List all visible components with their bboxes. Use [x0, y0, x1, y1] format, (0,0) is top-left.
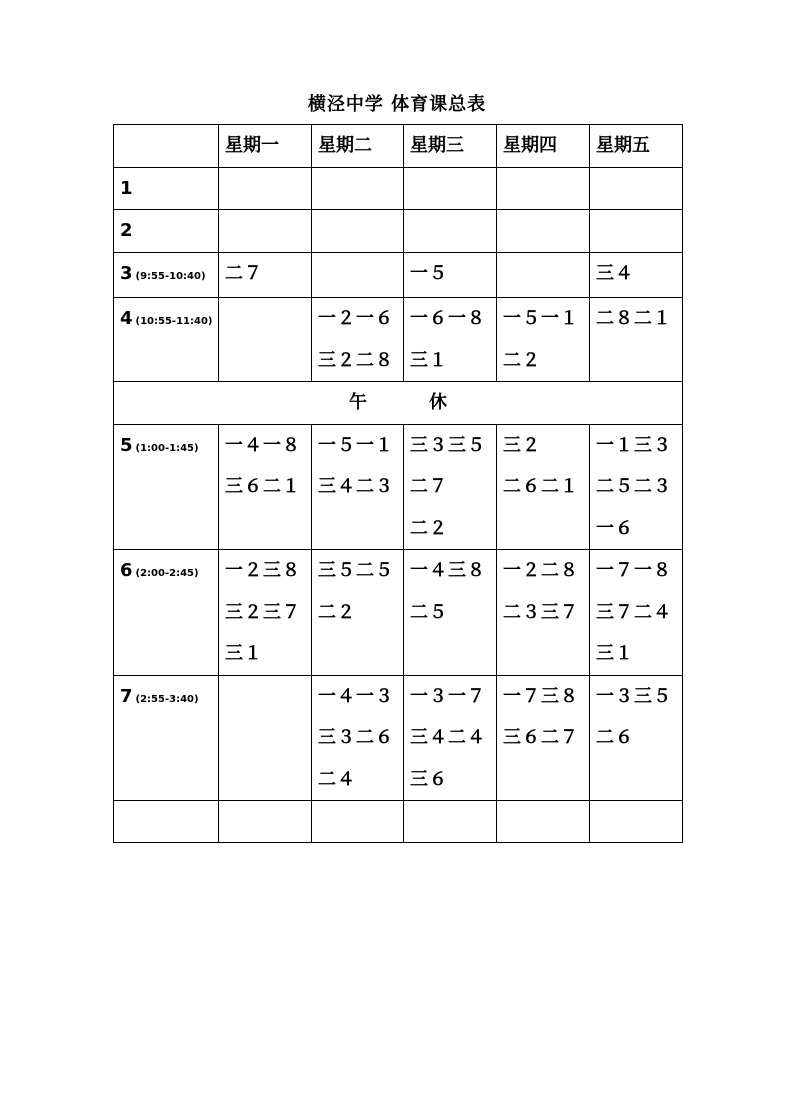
class-cell-wednesday: [404, 252, 497, 298]
class-cell-thursday: [497, 550, 590, 676]
schedule-table: [113, 124, 683, 843]
period-number: 5: [120, 434, 133, 456]
header-tuesday: 星期二: [312, 125, 404, 168]
class-cell-thursday: [497, 424, 590, 550]
noon-break-row: [114, 382, 683, 425]
class-cell-friday: [590, 298, 683, 382]
class-list-line: 二３三７: [503, 601, 579, 623]
header-monday: 星期一: [219, 125, 312, 168]
class-cell-tuesday: [312, 210, 404, 253]
class-cell-friday: [590, 675, 683, 801]
class-list-line: 三６二７: [503, 727, 579, 748]
class-cell-tuesday: [312, 298, 404, 382]
class-list-line: 三５二５: [318, 560, 394, 581]
class-cell-thursday: [497, 675, 590, 801]
period-time: (1:00-1:45): [135, 442, 199, 454]
table-row: [114, 801, 683, 843]
class-list-line: 三２: [503, 434, 541, 456]
period-label: [114, 550, 219, 676]
table-row: [114, 298, 683, 382]
class-cell-monday: [219, 167, 312, 210]
class-list-line: 二４: [318, 768, 356, 790]
class-cell-tuesday: [312, 801, 404, 843]
period-label: [114, 210, 219, 253]
class-cell-wednesday: [404, 298, 497, 382]
class-cell-monday: [219, 424, 312, 550]
class-list-line: 三７二４: [596, 601, 672, 623]
class-list-line: 三２三７: [225, 601, 301, 623]
class-list-line: 一７三８: [503, 685, 579, 707]
table-row: [114, 252, 683, 298]
class-cell-wednesday: [404, 801, 497, 843]
class-list-line: 一４三８: [410, 560, 486, 581]
period-number: 4: [120, 308, 133, 329]
class-cell-wednesday: [404, 675, 497, 801]
class-cell-wednesday: [404, 210, 497, 253]
class-cell-friday: [590, 424, 683, 550]
period-number: 6: [120, 560, 133, 581]
class-list-line: 二５二３: [596, 476, 672, 497]
class-cell-tuesday: [312, 167, 404, 210]
table-row: [114, 550, 683, 676]
noon-break-char: 休: [429, 392, 447, 413]
class-list-line: 二７: [225, 262, 263, 284]
period-time: (2:00-2:45): [135, 568, 199, 579]
class-cell-tuesday: [312, 424, 404, 550]
class-cell-friday: [590, 252, 683, 298]
noon-break-char: 午: [349, 392, 367, 413]
table-row: [114, 424, 683, 550]
class-cell-friday: [590, 801, 683, 843]
class-cell-tuesday: [312, 252, 404, 298]
class-list-line: 一４一８: [225, 434, 301, 456]
class-list-line: 一１三３: [596, 434, 672, 456]
period-number: 1: [120, 177, 133, 199]
period-label: [114, 675, 219, 801]
class-cell-thursday: [497, 167, 590, 210]
class-list-line: 二８二１: [596, 308, 672, 329]
class-list-line: 一６: [596, 517, 634, 539]
class-list-line: 一３三５: [596, 685, 672, 707]
class-list-line: 一３一７: [410, 685, 486, 707]
class-list-line: 一４一３: [318, 685, 394, 707]
class-list-line: 一７一８: [596, 560, 672, 581]
class-cell-monday: [219, 550, 312, 676]
class-cell-monday: [219, 298, 312, 382]
class-list-line: 一２三８: [225, 560, 301, 581]
class-list-line: 三３二６: [318, 727, 394, 748]
class-cell-monday: [219, 801, 312, 843]
class-list-line: 一５一１: [503, 308, 579, 329]
header-corner: [114, 125, 219, 168]
class-list-line: 一６一８: [410, 308, 486, 329]
class-cell-friday: [590, 550, 683, 676]
period-label: [114, 424, 219, 550]
class-cell-monday: [219, 252, 312, 298]
class-list-line: 二２: [503, 349, 541, 371]
class-list-line: 二２: [410, 517, 448, 539]
class-list-line: 一２一６: [318, 308, 394, 329]
class-list-line: 一５: [410, 262, 448, 284]
class-cell-wednesday: [404, 550, 497, 676]
header-wednesday: 星期三: [404, 125, 497, 168]
header-friday: 星期五: [590, 125, 683, 168]
class-list-line: 三４二３: [318, 476, 394, 497]
class-cell-tuesday: [312, 550, 404, 676]
header-thursday: 星期四: [497, 125, 590, 168]
table-row: [114, 210, 683, 253]
period-label: [114, 167, 219, 210]
noon-break-label: [114, 382, 683, 425]
class-list-line: 一５一１: [318, 434, 394, 456]
class-list-line: 二７: [410, 476, 448, 497]
period-label: [114, 801, 219, 843]
class-cell-wednesday: [404, 424, 497, 550]
class-list-line: 三１: [596, 643, 634, 664]
table-row: [114, 167, 683, 210]
class-cell-tuesday: [312, 675, 404, 801]
period-number: 2: [120, 220, 133, 241]
period-time: (9:55-10:40): [135, 270, 206, 282]
period-number: 7: [120, 685, 133, 707]
header-row: [114, 125, 683, 168]
class-list-line: 三６二１: [225, 476, 301, 497]
class-cell-monday: [219, 210, 312, 253]
period-time: (10:55-11:40): [135, 316, 213, 327]
class-list-line: 三１: [225, 643, 263, 664]
period-label: [114, 252, 219, 298]
class-list-line: 三２二８: [318, 349, 394, 371]
page-title: 横泾中学 体育课总表: [307, 94, 487, 115]
class-list-line: 三４: [596, 262, 634, 284]
class-cell-friday: [590, 210, 683, 253]
class-cell-monday: [219, 675, 312, 801]
class-list-line: 三６: [410, 768, 448, 790]
class-cell-wednesday: [404, 167, 497, 210]
class-cell-thursday: [497, 210, 590, 253]
class-cell-thursday: [497, 298, 590, 382]
class-list-line: 二６: [596, 727, 634, 748]
class-cell-friday: [590, 167, 683, 210]
class-list-line: 三３三５: [410, 434, 486, 456]
period-label: [114, 298, 219, 382]
class-list-line: 二５: [410, 601, 448, 623]
class-list-line: 一２二８: [503, 560, 579, 581]
period-number: 3: [120, 262, 133, 284]
class-list-line: 三４二４: [410, 727, 486, 748]
class-list-line: 二２: [318, 601, 356, 623]
class-cell-thursday: [497, 801, 590, 843]
class-list-line: 二６二１: [503, 476, 579, 497]
table-row: [114, 675, 683, 801]
class-cell-thursday: [497, 252, 590, 298]
period-time: (2:55-3:40): [135, 693, 199, 705]
class-list-line: 三１: [410, 349, 448, 371]
